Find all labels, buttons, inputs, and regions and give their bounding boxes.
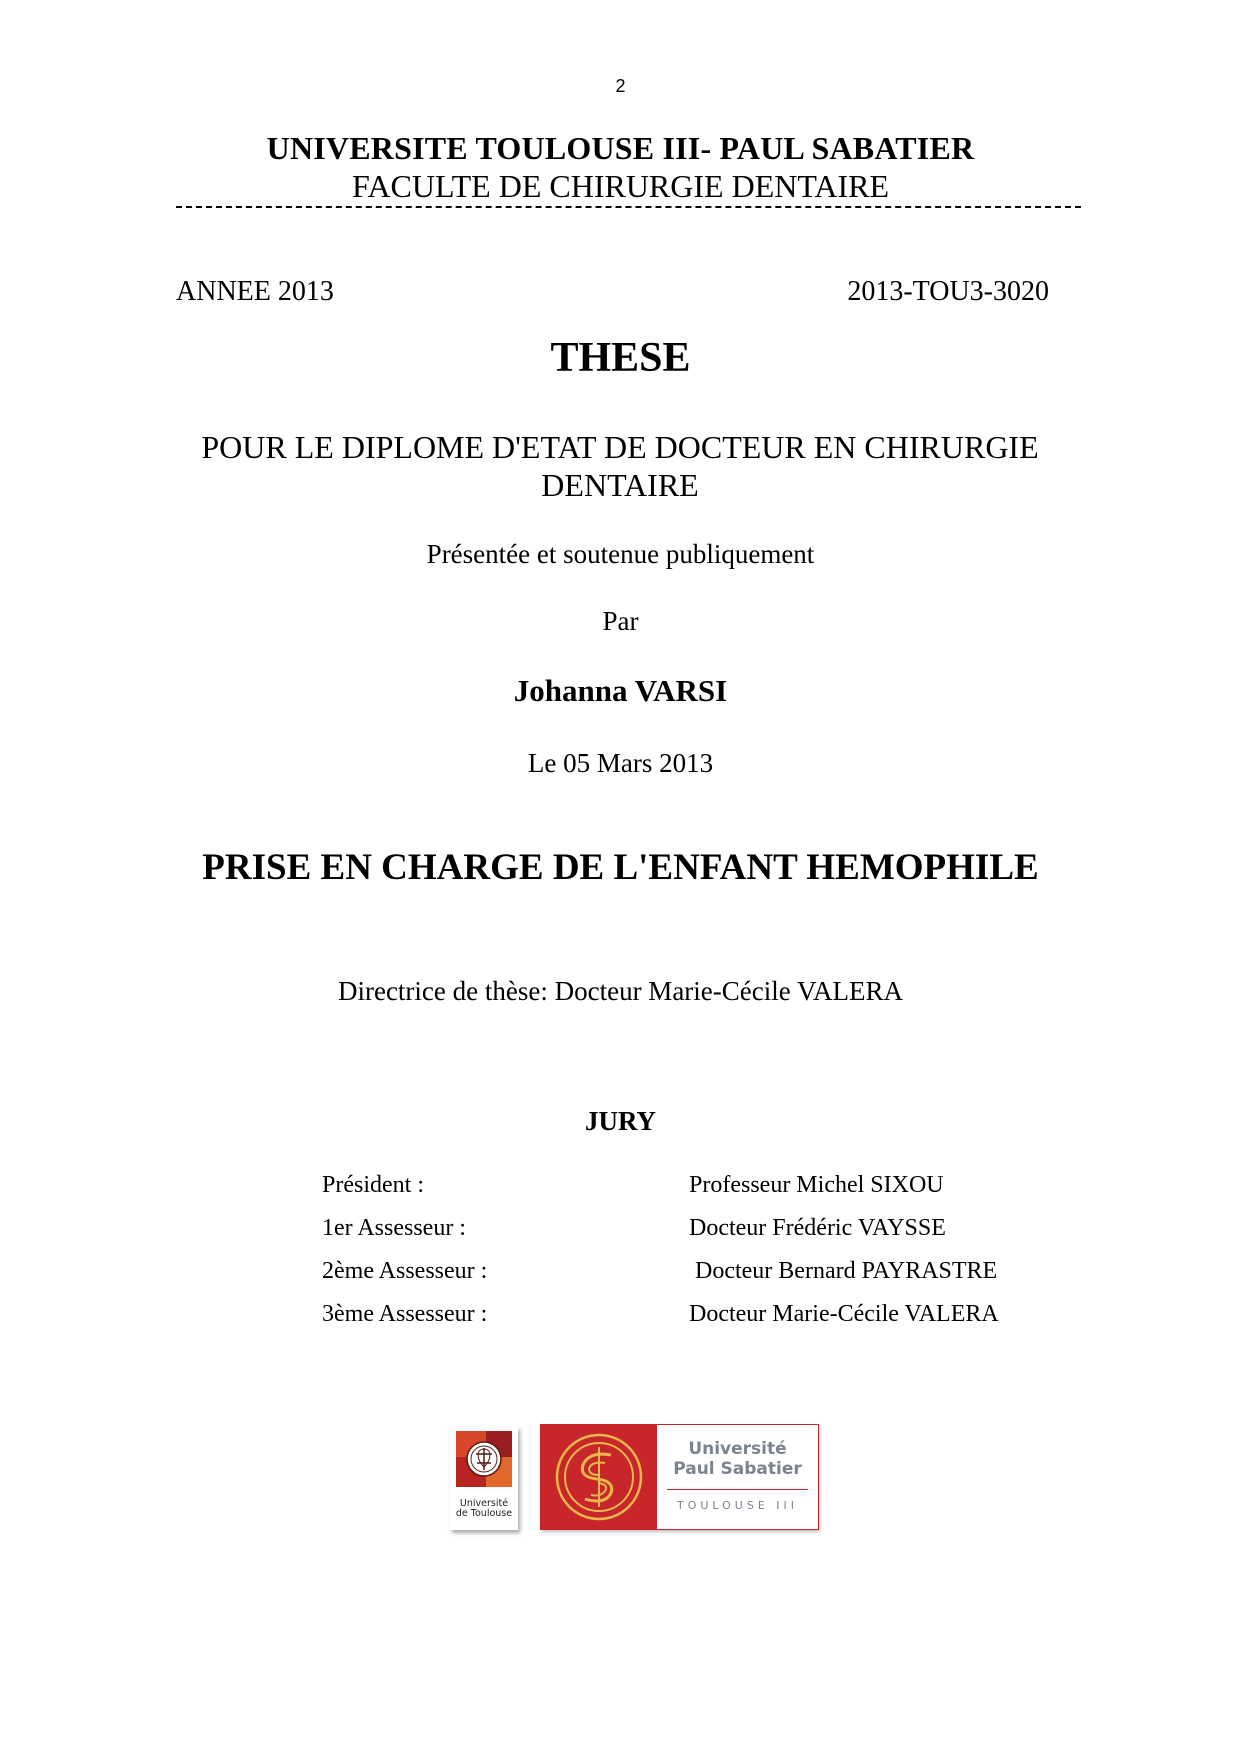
ups-spiral-emblem-icon [541,1425,657,1529]
jury-role: Président : [322,1172,424,1198]
ups-name-line1: Université [688,1439,787,1459]
ups-city: TOULOUSE III [676,1499,799,1512]
diploma-line-2: DENTAIRE [541,467,699,503]
diploma-line-1: POUR LE DIPLOME D'ETAT DE DOCTEUR EN CHIRURGIE [201,429,1039,465]
thesis-director: Directrice de thèse: Docteur Marie-Cécile VALERA [337,976,904,1006]
toulouse-logo-label-line1: Université [459,1498,509,1509]
jury-member-name: Docteur Marie-Cécile VALERA [689,1301,999,1327]
page-number: 2 [615,76,626,96]
thesis-reference: 2013-TOU3-3020 [847,276,1049,307]
jury-list [322,1172,1042,1344]
ups-emblem-panel [541,1425,657,1529]
author-name: Johanna VARSI [513,673,728,708]
faculty-name: FACULTE DE CHIRURGIE DENTAIRE [352,168,889,204]
toulouse-emblem-icon [450,1427,518,1499]
jury-row [322,1301,1042,1344]
toulouse-logo-label-line2: de Toulouse [455,1508,513,1519]
ups-name [657,1439,818,1479]
jury-row [322,1258,1042,1301]
jury-member-name: Professeur Michel SIXOU [689,1172,944,1198]
logo-strip [450,1424,820,1534]
dashed-divider [176,206,1081,208]
jury-role: 1er Assesseur : [322,1215,466,1241]
jury-role: 2ème Assesseur : [322,1258,488,1284]
universite-paul-sabatier-logo [540,1424,819,1530]
jury-row [322,1215,1042,1258]
university-name: UNIVERSITE TOULOUSE III- PAUL SABATIER [266,130,975,166]
academic-year: ANNEE 2013 [176,276,334,307]
ups-name-line2: Paul Sabatier [673,1459,802,1479]
toulouse-logo-label [450,1499,518,1519]
by-label: Par [602,606,639,636]
thesis-title: PRISE EN CHARGE DE L'ENFANT HEMOPHILE [202,847,1039,888]
diploma-statement [160,428,1080,504]
jury-role: 3ème Assesseur : [322,1301,488,1327]
jury-member-name: Docteur Frédéric VAYSSE [689,1215,946,1241]
jury-member-name: Docteur Bernard PAYRASTRE [695,1258,998,1284]
jury-row [322,1172,1042,1215]
presentation-note: Présentée et soutenue publiquement [426,539,815,569]
defense-date: Le 05 Mars 2013 [527,748,714,778]
jury-heading: JURY [584,1106,657,1136]
ups-divider [667,1489,808,1490]
document-type-heading: THESE [550,335,691,381]
universite-de-toulouse-logo [450,1427,518,1530]
